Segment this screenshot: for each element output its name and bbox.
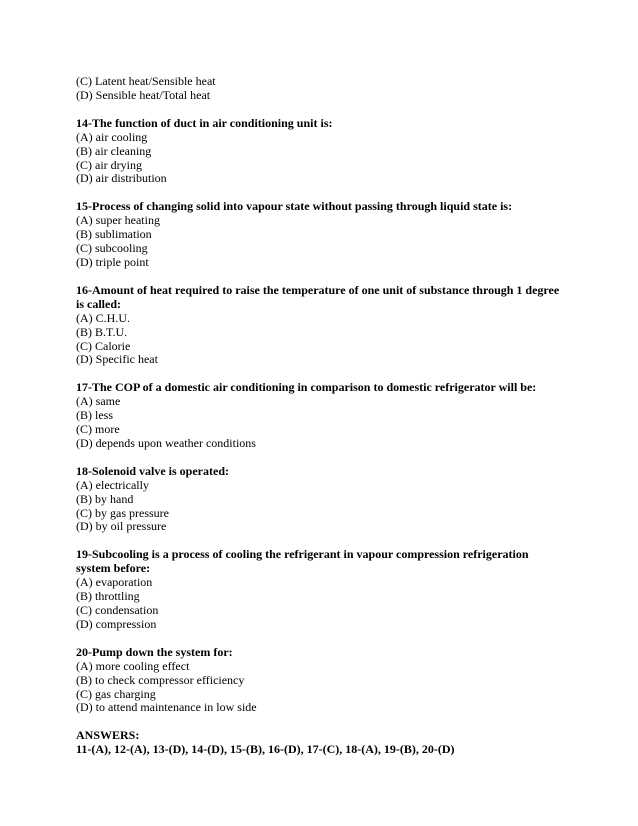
option-a: (A) electrically bbox=[76, 477, 149, 492]
option-b: (B) throttling bbox=[76, 589, 140, 604]
option-d: (D) Sensible heat/Total heat bbox=[76, 87, 211, 102]
question-15 bbox=[76, 200, 576, 270]
option-c: (C) more bbox=[76, 422, 120, 437]
option-b: (B) B.T.U. bbox=[76, 324, 128, 339]
option-d: (D) to attend maintenance in low side bbox=[76, 700, 257, 715]
option-d: (D) triple point bbox=[76, 254, 149, 269]
question-text: 14-The function of duct in air conditioning unit is: bbox=[76, 115, 333, 130]
option-a: (A) super heating bbox=[76, 213, 160, 228]
question-text: 15-Process of changing solid into vapour state without passing through liquid state is: bbox=[76, 199, 513, 214]
option-b: (B) to check compressor efficiency bbox=[76, 672, 245, 687]
option-d: (D) Specific heat bbox=[76, 352, 158, 367]
question-16 bbox=[76, 284, 576, 367]
question-text-line-1: 16-Amount of heat required to raise the temperature of one unit of substance through 1 degree bbox=[76, 282, 560, 297]
option-a: (A) C.H.U. bbox=[76, 310, 130, 325]
answers-heading: ANSWERS: bbox=[76, 728, 140, 743]
question-text-line-2: is called: bbox=[76, 296, 121, 311]
option-a: (A) evaporation bbox=[76, 575, 153, 590]
answers-list: 11-(A), 12-(A), 13-(D), 14-(D), 15-(B), 16-(D), 17-(C), 18-(A), 19-(B), 20-(D) bbox=[76, 742, 455, 757]
question-17 bbox=[76, 381, 576, 451]
option-d: (D) depends upon weather conditions bbox=[76, 435, 256, 450]
option-c: (C) subcooling bbox=[76, 241, 148, 256]
option-d: (D) air distribution bbox=[76, 171, 167, 186]
previous-question-options bbox=[76, 75, 576, 103]
question-text: 20-Pump down the system for: bbox=[76, 644, 233, 659]
question-text-line-1: 19-Subcooling is a process of cooling the refrigerant in vapour compression refrigeration bbox=[76, 547, 529, 562]
option-a: (A) same bbox=[76, 394, 121, 409]
question-text: 17-The COP of a domestic air conditioning in comparison to domestic refrigerator will be: bbox=[76, 380, 537, 395]
option-a: (A) air cooling bbox=[76, 129, 148, 144]
question-text-line-2: system before: bbox=[76, 561, 151, 576]
option-c: (C) air drying bbox=[76, 157, 142, 172]
option-b: (B) air cleaning bbox=[76, 143, 152, 158]
option-c: (C) Latent heat/Sensible heat bbox=[76, 74, 216, 88]
option-c: (C) Calorie bbox=[76, 338, 131, 353]
option-c: (C) gas charging bbox=[76, 686, 156, 701]
document-page bbox=[76, 75, 576, 757]
question-text: 18-Solenoid valve is operated: bbox=[76, 463, 229, 478]
option-b: (B) by hand bbox=[76, 491, 134, 506]
question-20 bbox=[76, 646, 576, 716]
answers-section bbox=[76, 729, 576, 757]
question-18 bbox=[76, 465, 576, 535]
option-b: (B) less bbox=[76, 408, 113, 423]
option-d: (D) by oil pressure bbox=[76, 519, 167, 534]
option-c: (C) by gas pressure bbox=[76, 505, 169, 520]
question-14 bbox=[76, 117, 576, 187]
option-a: (A) more cooling effect bbox=[76, 658, 190, 673]
option-d: (D) compression bbox=[76, 616, 157, 631]
option-c: (C) condensation bbox=[76, 603, 159, 617]
question-19 bbox=[76, 548, 576, 631]
option-b: (B) sublimation bbox=[76, 227, 152, 242]
